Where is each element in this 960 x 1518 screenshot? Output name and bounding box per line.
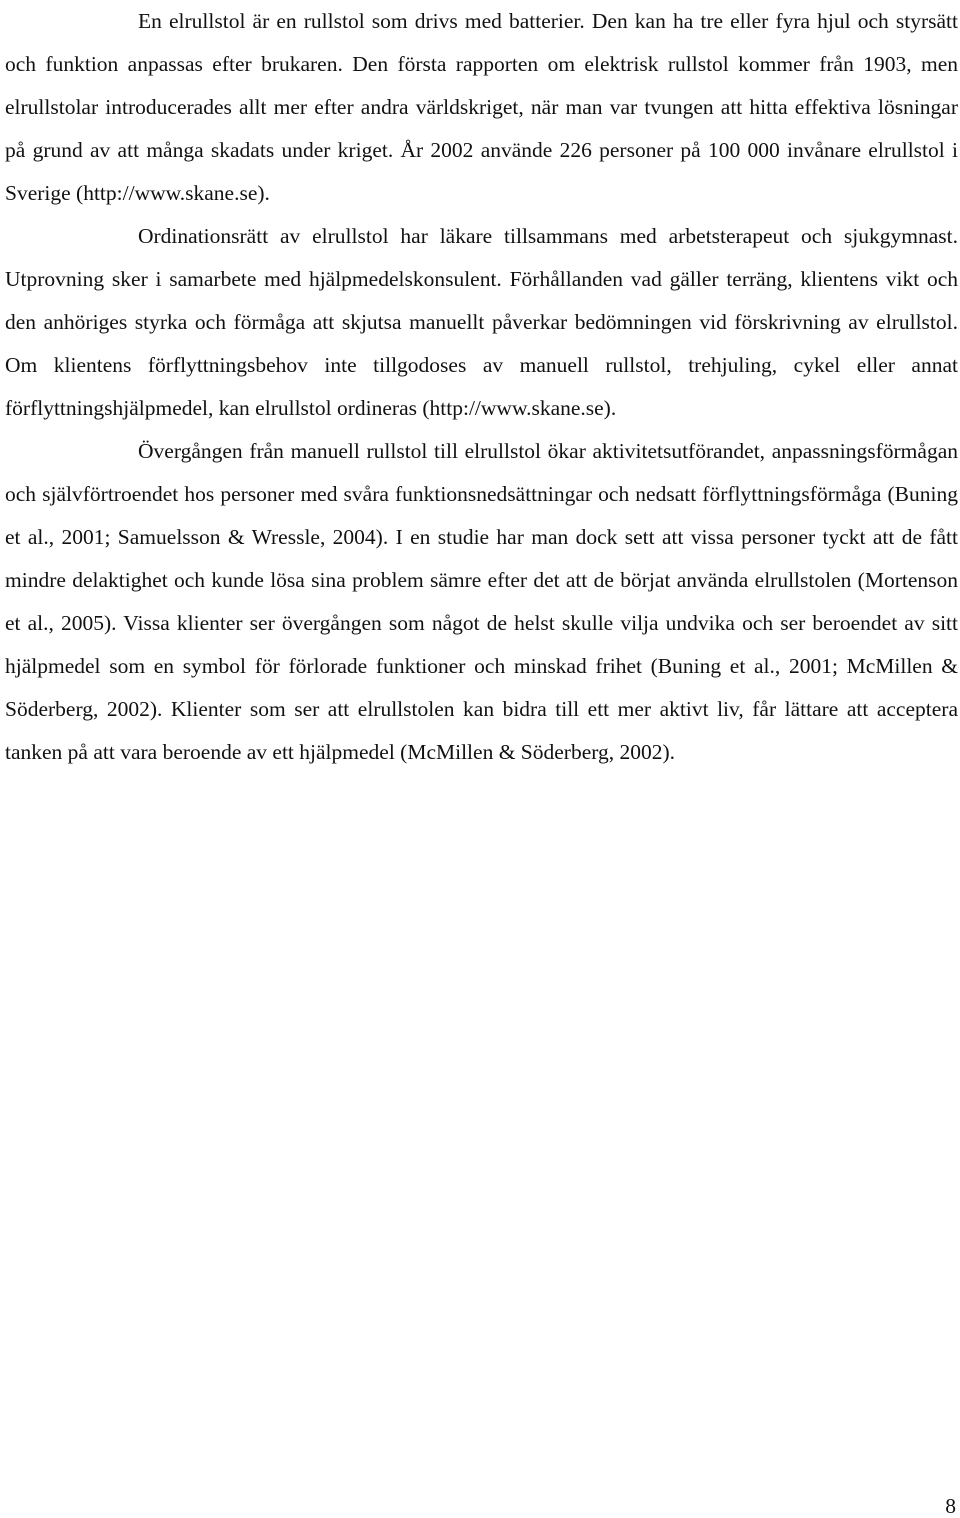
body-text	[5, 0, 958, 774]
paragraph-2: Ordinationsrätt av elrullstol har läkare tillsammans med arbetsterapeut och sjukgymnast. Utprovning sker i samarbete med hjälpmedelskonsulent. Förhållanden vad gäller terräng, klientens vikt och den anhöriges styrka och förmåga att skjutsa manuellt påverkar bedömningen vid förskrivning av elrullstol. Om klientens förflyttningsbehov inte tillgodoses av manuell rullstol, trehjuling, cykel eller annat förflyttningshjälpmedel, kan elrullstol ordineras (http://www.skane.se).	[5, 224, 958, 420]
page-number: 8	[945, 1494, 956, 1518]
paragraph-1: En elrullstol är en rullstol som drivs med batterier. Den kan ha tre eller fyra hjul och styrsätt och funktion anpassas efter brukaren. Den första rapporten om elektrisk rullstol kommer från 1903, men elrullstolar introducerades allt mer efter andra världskriget, när man var tvungen att hitta effektiva lösningar på grund av att många skadats under kriget. År 2002 använde 226 personer på 100 000 invånare elrullstol i Sverige (http://www.skane.se).	[5, 9, 958, 205]
paragraph-3: Övergången från manuell rullstol till elrullstol ökar aktivitetsutförandet, anpassningsförmågan och självförtroendet hos personer med svåra funktionsnedsättningar och nedsatt förflyttningsförmåga (Buning et al., 2001; Samuelsson & Wressle, 2004). I en studie har man dock sett att vissa personer tyckt att de fått mindre delaktighet och kunde lösa sina problem sämre efter det att de börjat använda elrullstolen (Mortenson et al., 2005). Vissa klienter ser övergången som något de helst skulle vilja undvika och ser beroendet av sitt hjälpmedel som en symbol för förlorade funktioner och minskad frihet (Buning et al., 2001; McMillen & Söderberg, 2002). Klienter som ser att elrullstolen kan bidra till ett mer aktivt liv, får lättare att acceptera tanken på att vara beroende av ett hjälpmedel (McMillen & Söderberg, 2002).	[5, 439, 958, 764]
